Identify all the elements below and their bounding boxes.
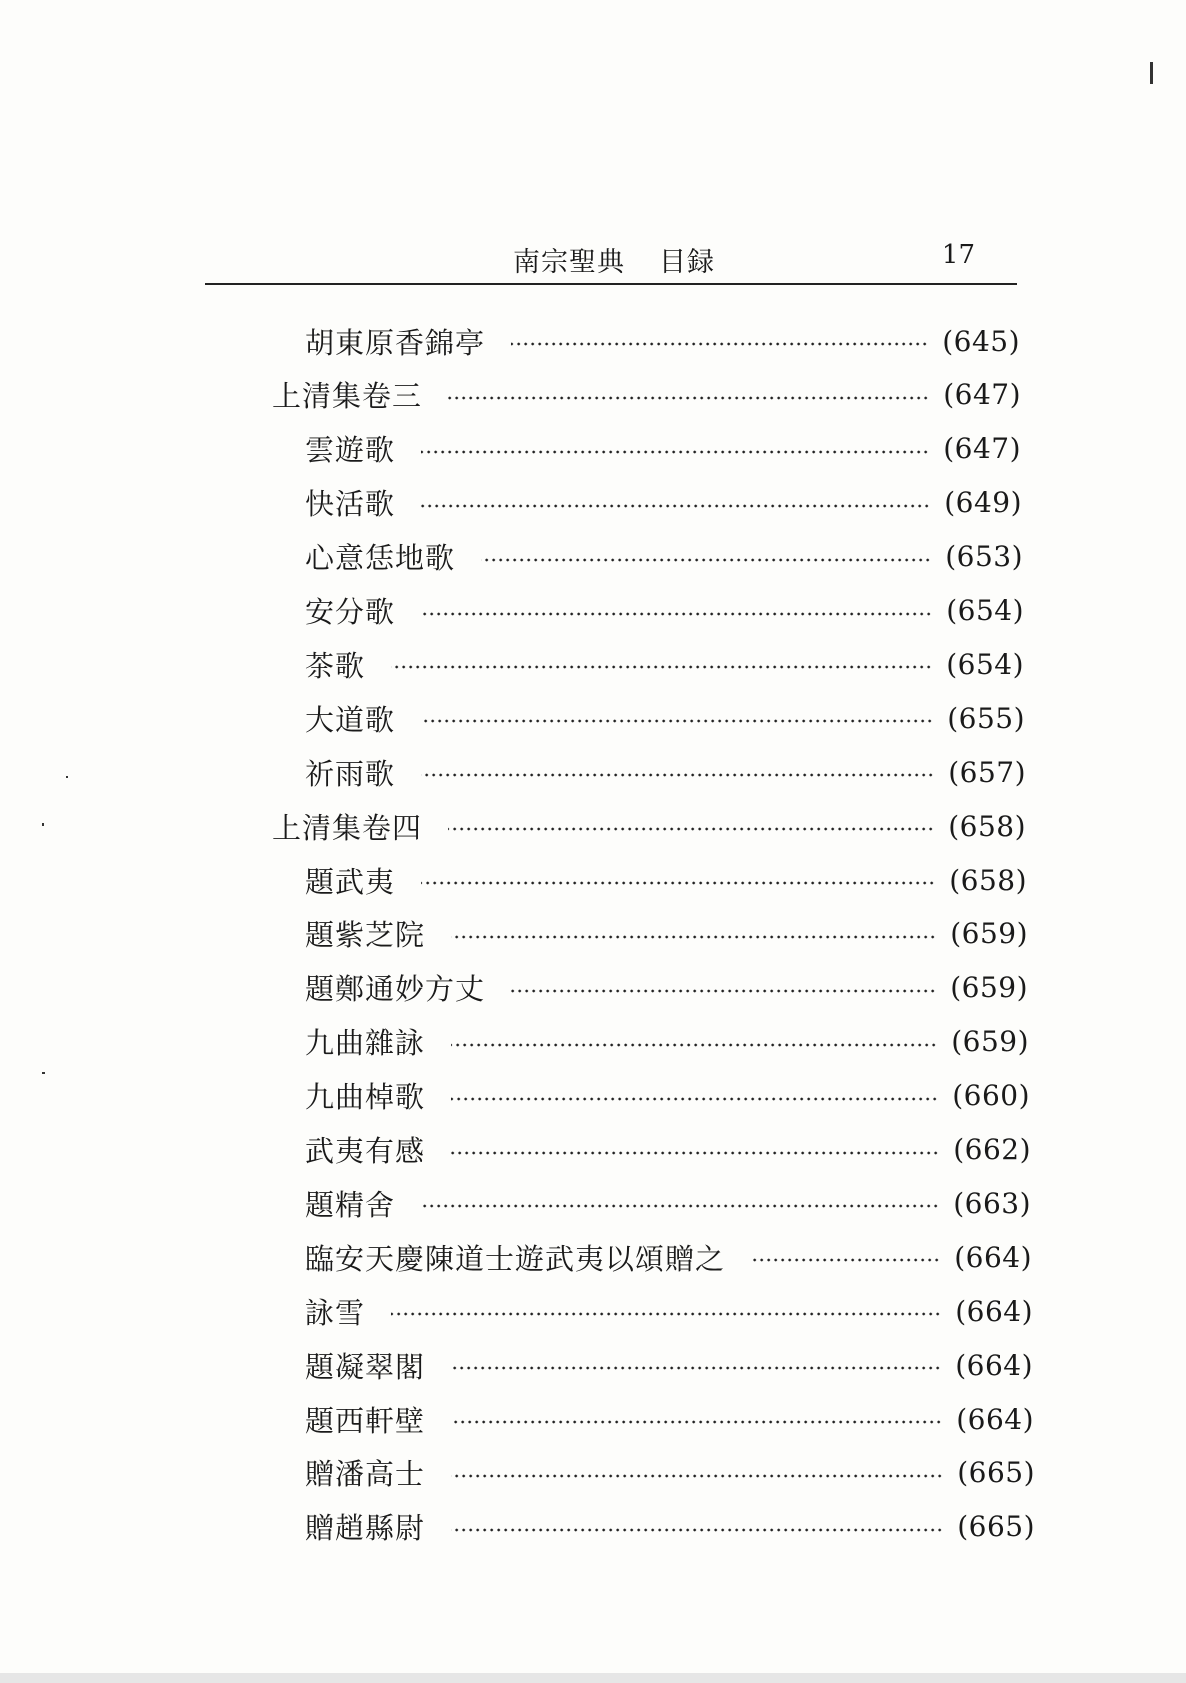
dot-leader [421,719,933,723]
toc-entry-title: 題武夷 [305,864,396,899]
dot-leader [481,558,931,562]
header-title [513,240,715,279]
toc-entry-page: (660) [952,1079,1030,1113]
toc-entry-title: 祈雨歌 [305,756,396,791]
toc-entry [305,641,1024,687]
dot-leader [421,1204,939,1208]
toc-entry-page: (659) [951,1025,1029,1059]
scan-bottom-edge [0,1673,1186,1683]
toc-entry [305,1234,1032,1280]
toc-entry [305,1127,1031,1173]
toc-entry-title: 心意恁地歌 [305,541,456,576]
toc-entry [305,749,1026,795]
dot-leader [451,1420,942,1424]
toc-entry-page: (657) [948,755,1026,789]
toc-entry-page: (655) [947,701,1025,735]
toc-entry-title: 安分歌 [305,595,396,629]
toc-entry-title: 題西軒壁 [305,1403,426,1438]
toc-entry [305,588,1024,634]
toc-entry-title: 茶歌 [305,648,366,683]
toc-entry-page: (654) [946,594,1024,627]
toc-entry-page: (664) [955,1294,1033,1328]
dot-leader [421,881,935,885]
toc-entry [305,911,1028,957]
dot-leader [421,504,930,508]
toc-entry-page: (664) [955,1348,1033,1382]
dot-leader [751,1258,940,1262]
toc-entry-page: (653) [945,540,1023,574]
toc-entry [305,1450,1035,1496]
dot-leader [391,1312,941,1316]
page-number: 17 [941,240,975,270]
toc-entry-page: (649) [944,486,1022,520]
dot-leader [451,1097,938,1101]
toc-entry-title: 上清集卷四 [272,810,423,845]
toc-entry-page: (658) [949,863,1027,897]
toc-entry-title: 題精舍 [305,1187,396,1222]
toc-entry [305,1504,1035,1550]
toc-entry-page: (664) [956,1402,1034,1436]
toc-entry [305,1288,1033,1334]
dot-leader [451,1151,939,1155]
dot-leader [421,773,934,777]
toc-entry-title: 贈趙縣尉 [305,1511,426,1546]
running-header [205,240,1015,280]
toc-entry [305,1342,1033,1388]
toc-entry-page: (662) [953,1133,1031,1166]
dot-leader [421,612,932,616]
toc-entry [305,318,1020,364]
scan-speck [42,823,44,826]
dot-leader [421,450,929,454]
scan-speck [66,776,68,778]
book-title: 南宗聖典 [513,247,625,278]
dot-leader [451,1366,941,1370]
scan-speck [42,1072,45,1074]
toc-entry [272,372,1021,418]
toc-entry-page: (658) [948,809,1026,843]
toc-entry-title: 詠雪 [305,1295,366,1330]
scan-mark [1150,62,1153,84]
toc-entry-title: 贈潘高士 [305,1457,426,1492]
toc-entry [305,534,1023,580]
toc-entry-title: 快活歌 [305,487,396,522]
toc-entry-title: 胡東原香錦亭 [305,325,486,360]
toc-entry-title: 雲遊歌 [305,433,396,468]
toc-entry-title: 題鄭通妙方丈 [305,972,486,1007]
toc-entry [305,1180,1031,1226]
toc-entry-title: 武夷有感 [305,1134,426,1168]
toc-entry-page: (654) [946,647,1024,681]
toc-entry [305,695,1025,741]
toc-entry-title: 臨安天慶陳道士遊武夷以頌贈之 [305,1241,726,1276]
toc-entry-page: (647) [943,378,1021,412]
toc-entry-title: 九曲雜詠 [305,1026,426,1061]
toc-entry [305,857,1027,903]
toc-entry-page: (659) [950,971,1028,1005]
toc-entry [305,1396,1034,1442]
toc-entry-page: (663) [953,1186,1031,1220]
toc-entry-page: (665) [957,1510,1035,1544]
header-rule [205,283,1017,285]
dot-leader [451,1474,943,1478]
dot-leader [448,827,934,831]
toc-entry-page: (645) [942,324,1020,358]
toc-entry [305,426,1021,472]
toc-entry-page: (647) [943,432,1021,466]
dot-leader [511,989,936,993]
toc-entry [272,803,1026,849]
toc-entry-title: 九曲棹歌 [305,1080,426,1115]
toc-entry-page: (659) [950,917,1028,951]
toc-entry [305,480,1022,526]
toc-entry-title: 大道歌 [305,702,396,737]
dot-leader [511,342,928,346]
toc-entry-page: (665) [957,1456,1035,1490]
dot-leader [451,935,936,939]
toc-entry [305,1073,1030,1119]
toc-entry-title: 上清集卷三 [272,379,423,414]
toc-entry [305,1019,1029,1065]
section-title: 目録 [659,247,715,278]
toc-entry [305,965,1028,1011]
toc-entry-page: (664) [954,1240,1032,1274]
dot-leader [451,1528,943,1532]
dot-leader [448,396,929,400]
dot-leader [451,1043,937,1047]
toc-entry-title: 題紫芝院 [305,918,426,953]
toc-entry-title: 題凝翠閣 [305,1349,426,1384]
dot-leader [391,665,932,669]
